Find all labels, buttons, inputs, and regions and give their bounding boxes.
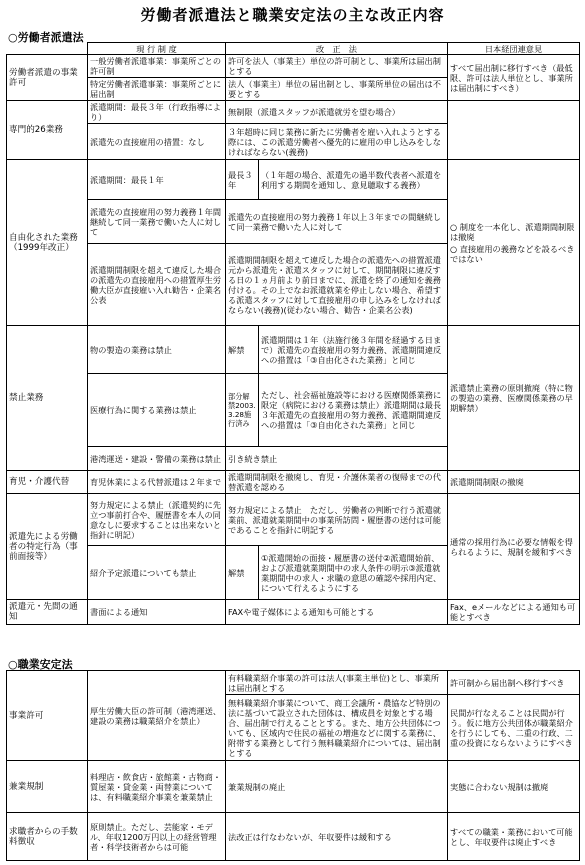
- cell-revised: （１年超の場合、派遣先の過半数代表者へ派遣を利用する期間を通知し、意見聴取する義務）: [259, 160, 448, 200]
- row-label-banned: 禁止業務: [7, 326, 88, 471]
- cell-current: 派遣先の直接雇用の努力義務１年間継続して同一業務で働いた人に対して: [88, 200, 226, 244]
- table-row: [7, 160, 580, 200]
- row-label-preinterview: 派遣先による労働者の特定行為（事前面接等）: [7, 494, 88, 600]
- row-label-26: 専門的26業務: [7, 101, 88, 160]
- cell-revised: 努力規定による禁止 ただし、労働者の判断で行う派遣就業前、派遣就業期間中の事業所訪問・履歴書の送付は可能であることを指針に明記する: [226, 494, 448, 546]
- cell-current: 育児休業による代替派遣は２年まで: [88, 471, 226, 494]
- cell-opinion: 派遣期間制限の撤廃: [448, 471, 580, 494]
- cell-revised: ただし、社会福祉施設等における医療関係業務に限定（病院における業務は禁止）派遣期間は最長３年派遣先の直接雇用の努力義務、派遣期間違反への措置は「③自由化された業務」と同じ: [259, 374, 448, 447]
- cell-opinion: 民間が行なえることは民間が行う。仮に地方公共団体が職業紹介を行うにしても、二重の行政、二重の投資にならないようにすべき: [448, 695, 580, 761]
- cell-tag: 部分解禁2003.3.28施行済み: [226, 374, 259, 447]
- cell-revised: 無料職業紹介事業について、商工会議所・農協など特別の法に基づいて設立された団体は、構成員を対象とする場合、届出制で行えることとする。また、地方公共団体についても、区域内で住民の福祉の増進などに関する業務に、附帯する業務として行う無料職業紹介については、届出制とする: [226, 695, 448, 761]
- cell-tag: 最長３年: [226, 160, 259, 200]
- row-label-permit: 労働者派遣の事業許可: [7, 55, 88, 101]
- table-row: [7, 813, 580, 861]
- cell-revised: 引き続き禁止: [226, 447, 448, 471]
- table-header-row: [7, 43, 580, 55]
- cell-opinion: ○ 制度を一本化し、派遣期間制限は撤廃 ○ 直接雇用の義務などを設るべきではない: [448, 160, 580, 326]
- cell-revised: 無制限（派遣スタッフが派遣就労を望む場合）: [226, 101, 448, 124]
- cell-opinion: 通常の採用行為に必要な情報を得られるように、規制を緩和すべき: [448, 494, 580, 600]
- page-title: 労働者派遣法と職業安定法の主な改正内容: [140, 6, 445, 24]
- cell-opinion: 実態に合わない規制は撤廃: [448, 761, 580, 813]
- cell-revised: 許可を法人（事業主）単位の許可制とし、事業所は届出制とする: [226, 55, 448, 78]
- cell-revised: 法改正は行なわないが、年収要件は緩和する: [226, 813, 448, 861]
- cell-revised: 派遣期間制限を超えて違反した場合の派遣先への措置派遣元から派遣先・派遣スタッフに対して、期間制限に違反する日の１ヵ月前より前日までに、派遣を終了の通知を義務付ける。その上でなお派遣就業を停止しない場合、希望する派遣スタッフに対して直接雇用の申し込みをしなければならない(義務)(従わない場合、勧告・企業名公表): [226, 244, 448, 326]
- cell-current: 一般労働者派遣事業：事業所ごとの許可制: [88, 55, 226, 78]
- cell-revised: ３年超時に同じ業務に新たに労働者を雇い入れようとする際には、この派遣労働者へ優先的に雇用の申し込みをしなければならない(義務): [226, 124, 448, 160]
- cell-opinion: すべての職業・業務において可能とし、年収要件は廃止すべき: [448, 813, 580, 861]
- cell-opinion: Fax、eメールなどによる通知も可能とすべき: [448, 600, 580, 625]
- table-row: [7, 326, 580, 374]
- cell-current: 書面による通知: [88, 600, 226, 625]
- cell-current: 派遣先の直接雇用の措置：なし: [88, 124, 226, 160]
- cell-opinion: 許可制から届出制へ移行すべき: [448, 671, 580, 695]
- cell-tag: 解禁: [226, 546, 259, 600]
- section-heading-employment: ○職業安定法: [8, 658, 73, 671]
- header-revised: 改 正 法: [226, 43, 448, 55]
- cell-current: 厚生労働大臣の許可制（港湾運送、建設の業務は職業紹介を禁止）: [88, 671, 226, 761]
- table-row: [7, 55, 580, 78]
- cell-revised: FAXや電子媒体による通知も可能とする: [226, 600, 448, 625]
- row-label-fee: 求職者からの手数料徴収: [7, 813, 88, 861]
- employment-law-table: [6, 670, 580, 861]
- cell-revised: 派遣先の直接雇用の努力義務１年以上３年までの間継続して同一業務で働いた人に対して: [226, 200, 448, 244]
- row-label-childcare: 育児・介護代替: [7, 471, 88, 494]
- cell-current: 港湾運送・建設・警備の業務は禁止: [88, 447, 226, 471]
- cell-current: 医療行為に関する業務は禁止: [88, 374, 226, 447]
- cell-current: 料理店・飲食店・旅館業・古物商・質屋業・貸金業・両替業については、有料職業紹介事業を兼業禁止: [88, 761, 226, 813]
- cell-opinion: 派遣禁止業務の原則撤廃（特に物の製造の業務、医療関係業務の早期解禁）: [448, 326, 580, 471]
- row-label-notice: 派遣元・先間の通知: [7, 600, 88, 625]
- cell-revised: ①派遣開始の面接・履歴書の送付②派遣開始前、および派遣就業期間中の求人条件の明示③派遣就業期間中の求人・求職の意思の確認や採用内定、について行えるようにする: [259, 546, 448, 600]
- table-row: [7, 494, 580, 546]
- cell-opinion: すべて届出制に移行すべき（最低限、許可は法人単位とし、事業所は届出制にすべき）: [448, 55, 580, 101]
- cell-revised: 派遣期間制限を撤廃し、育児・介護休業者の復帰までの代替派遣を認める: [226, 471, 448, 494]
- table-row: [7, 471, 580, 494]
- cell-current: 派遣期間：最長３年（行政指導により）: [88, 101, 226, 124]
- table-row: [7, 671, 580, 695]
- table-row: [7, 600, 580, 625]
- cell-current: 紹介予定派遣についても禁止: [88, 546, 226, 600]
- cell-current: 物の製造の業務は禁止: [88, 326, 226, 374]
- cell-revised: 法人（事業主）単位の届出制とし、事業所単位の届出は不要とする: [226, 78, 448, 101]
- row-label-business-permit: 事業許可: [7, 671, 88, 761]
- table-row: [7, 101, 580, 124]
- cell-tag: 解禁: [226, 326, 259, 374]
- cell-current: 原則禁止。ただし、芸能家・モデル、年収1200万円以上の経営管理者・科学技術者からは可能: [88, 813, 226, 861]
- cell-revised: 派遣期間は１年（法施行後３年間を経過する日まで）派遣先の直接雇用の努力義務、派遣期間違反への措置は「③自由化された業務」と同じ: [259, 326, 448, 374]
- table-row: [7, 761, 580, 813]
- dispatch-law-table: [6, 42, 580, 625]
- header-current: 現 行 制 度: [88, 43, 226, 55]
- cell-current: 特定労働者派遣事業：事業所ごとに届出制: [88, 78, 226, 101]
- header-keidanren: 日本経団連意見: [448, 43, 580, 55]
- row-label-side-business: 兼業規制: [7, 761, 88, 813]
- cell-opinion: [448, 101, 580, 160]
- cell-current: 努力規定による禁止（派遣契約に先立つ事前打合や、履歴書を本人の同意なしに要求することは出来ないと指針に明記）: [88, 494, 226, 546]
- row-label-liberalized: 自由化された業務 （1999年改正）: [7, 160, 88, 326]
- cell-revised: 兼業規制の廃止: [226, 761, 448, 813]
- cell-revised: 有料職業紹介事業の許可は法人(事業主単位)とし、事業所は届出制とする: [226, 671, 448, 695]
- section-heading-dispatch: ○労働者派遣法: [8, 31, 84, 44]
- cell-current: 派遣期間制限を超えて違反した場合の派遣先の直接雇用への措置厚生労働大臣が直接雇い入れ勧告・企業名公表: [88, 244, 226, 326]
- cell-current: 派遣期間：最長１年: [88, 160, 226, 200]
